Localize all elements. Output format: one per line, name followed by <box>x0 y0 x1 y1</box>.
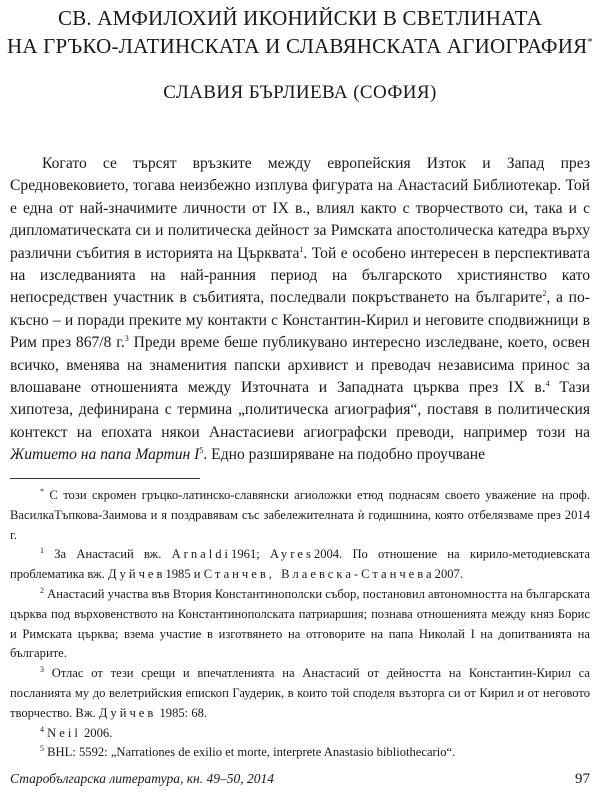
page-number: 97 <box>575 771 590 787</box>
footnote-divider <box>10 478 200 479</box>
footnote-1 <box>10 545 590 585</box>
footnote-3 <box>10 664 590 723</box>
footnote-2 <box>10 585 590 664</box>
body-segment: Преди време беше публикувано интересно изследване, което, освен всичко, вменява на знаменития папски архивист и преводач независима принос за влошаване отношенията между Източната и Западната църква през IX в. <box>10 334 590 397</box>
footnote-text: 1985: 68. <box>159 705 208 720</box>
footnote-text: 2007. <box>434 567 463 582</box>
body-paragraph <box>10 153 590 467</box>
journal-reference: Старобългарска литература, кн. 49–50, 2014 <box>10 771 275 786</box>
footnote-5 <box>10 743 590 763</box>
author-name: СЛАВИЯ БЪРЛИЕВА (СОФИЯ) <box>163 82 437 103</box>
footnote-text: С този скромен гръцко-латинско-славянски агиоложки етюд поднасям своето уважение на проф. ВасилкаТъпкова-Заимова и я поздравявам със забележителната ѝ годишнина, която отбелязваме през 2014 г. <box>10 488 590 542</box>
body-segment: , а по-късно – и поради преките му контакти с Константин-Кирил и неговите сподвижници в Рим през 867/8 г. <box>10 289 591 352</box>
footnote-mark: 5 <box>40 744 44 754</box>
footnote-ref: 2 <box>542 289 547 299</box>
footnote-text: Анастасий участва във Втория Константинополски събор, постановил автономността на българската църква под върховенството на Константинополската патриаршия; познава отношенията между княз Борис и Римската църква; взема участие в изготвянето на отговорите на папа Николай I на допитванията на българите. <box>10 586 590 661</box>
footnote-text: За Анастасий вж. <box>54 547 172 562</box>
cited-author: Дуйчев <box>98 705 157 720</box>
footnote-text: Отлас от тези срещи и впечатленията на Анастасий от дейността на Константин-Кирил са посланията му до велетрийския епископ Гаудерик, в които той споделя възторга си от Кирил и от неговото творчество. Вж. <box>10 666 590 720</box>
article-body <box>10 153 590 467</box>
page-footer <box>10 771 590 788</box>
body-segment: Тази хипотеза, дефинирана с термина „политическа агиография“, поставя в политическия контекст на епохата някои Анастасиеви агиографски преводи, например този на <box>10 379 590 441</box>
footnote-ref: 4 <box>545 378 550 388</box>
body-segment: . Едно разширяване на подобно проучване <box>203 446 486 464</box>
article-title <box>0 6 600 58</box>
footnote-text: 2006. <box>84 725 113 740</box>
footnote-text: BHL: 5592: „Narrationes de exilio et morte, interprete Anastasio bibliothecario“. <box>47 745 456 760</box>
footnote-mark: 2 <box>40 585 44 595</box>
footnotes <box>10 486 590 763</box>
title-line-2 <box>0 30 600 58</box>
footnote-star <box>10 486 590 545</box>
footnote-mark: * <box>40 486 44 496</box>
cited-author: Arnaldi <box>171 547 232 562</box>
footnote-ref: 1 <box>299 244 304 254</box>
footnote-mark: 3 <box>40 664 44 674</box>
title-line-2-text: НА ГРЪКО-ЛАТИНСКАТА И СЛАВЯНСКАТА АГИОГРАФИЯ <box>7 34 588 58</box>
footnote-text: 2004. По отношение на кирило-методиевската проблематика вж. <box>10 547 590 582</box>
cited-author: Ayres <box>269 547 314 562</box>
footnote-mark: 4 <box>40 724 44 734</box>
footnote-mark: 1 <box>40 546 44 556</box>
footnote-ref: 5 <box>199 446 204 456</box>
cited-author: Станчев, Влаевска-Станчева <box>203 567 435 582</box>
cited-author: Neil <box>47 725 81 740</box>
body-italic-title: Житието на папа Мартин I <box>10 446 200 464</box>
footnote-4 <box>10 724 590 744</box>
cited-author: Дуйчев <box>107 567 166 582</box>
title-footnote-mark: * <box>587 36 593 48</box>
footnote-text: 1985 и <box>165 567 204 582</box>
body-segment: . Той е особено интересен в перспективата на изследванията на най-ранния период на българското християнство като непосредствен участник в събитията, последвали покръстването на българите <box>10 244 591 307</box>
title-line-1: СВ. АМФИЛОХИЙ ИКОНИЙСКИ В СВЕТЛИНАТА <box>57 6 542 30</box>
body-segment: Когато се търсят връзките между европейския Изток и Запад през Средновековието, тогава неизбежно изплува фигурата на Анастасий Библиотекар. Той е една от най-значимите личности от IX в., влиял както с творчеството си, така и с дипломатическата си и политическа дейност за Римската апостолическа катедра върху различни събития в историята на Църквата <box>10 155 590 262</box>
footnote-text: 1961; <box>231 547 270 562</box>
footnote-ref: 3 <box>124 334 129 344</box>
